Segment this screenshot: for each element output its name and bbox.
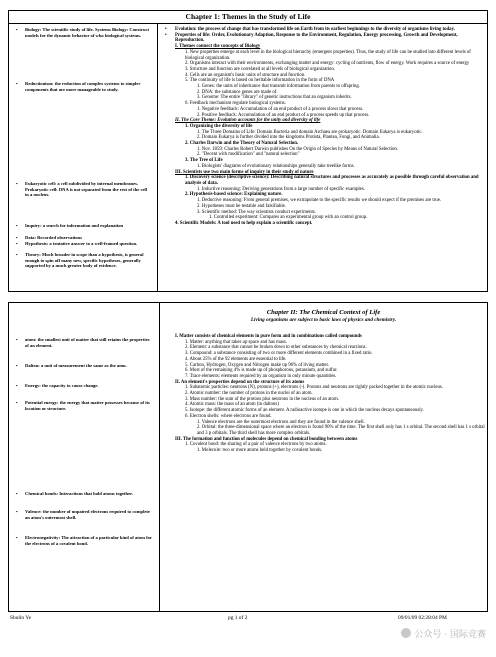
- chapter-1-title: Chapter 1: Themes in the Study of Life: [9, 11, 487, 24]
- footer-date: 09/01/09 02:28:04 PM: [398, 615, 447, 621]
- glossary-item: • Inquiry: a search for information and explanation: [15, 223, 152, 229]
- section-heading: II. An element's properties depend on the structure of its atoms: [175, 379, 305, 385]
- note-line: 1. Subatomic particles: neutrons (N), protons (+), electrons (-). Protons and neutrons are tightly packed together in the atomic nucleus.: [185, 385, 443, 391]
- glossary-item: • Biology: The scientific study of life. Systems Biology: Construct models for the dynamic behavior of who biological systems.: [15, 27, 152, 38]
- note-line: 2. Atomic number: the number of protons in the nuclei of an atom.: [185, 391, 313, 397]
- note-line: 3. The Tree of Life: [185, 158, 223, 164]
- column-divider: [157, 23, 158, 291]
- note-line: 5. Isotope: the different atomic forms of an element. A radioactive isotope is one in which the nucleus decays spontaneously.: [185, 408, 424, 414]
- study-sheet: [8, 10, 488, 612]
- section-heading: III. Scientists use two main forms of inquiry in their study of nature: [175, 169, 314, 175]
- chapter-2-notes: [165, 334, 485, 454]
- note-line: 2. Domain Eukarya is further divided into the kingdoms Protista, Plantea, Fungi, and Animalia.: [197, 135, 380, 141]
- section-heading: II. The Core Theme: Evolution accounts for the unity and diversity of life: [175, 118, 321, 124]
- note-line: 1. Valence electrons are the outermost electrons and they are found in the valence shell.: [197, 419, 365, 425]
- note-line: • Properties of life: Order, Evolutionary Adaption, Response to the Environment, Regulation, Energy processing, Growth and Development, Reproduction.: [165, 32, 458, 44]
- glossary-item: • Data: Recorded observations: [15, 235, 152, 241]
- note-line: 1. Inductive reasoning: Deriving generations from a large number of specific examples.: [197, 186, 365, 192]
- note-line: 1. Controlled experiment: Compares an experimental group with an control group.: [209, 215, 368, 221]
- section-heading: I. Matter consists of chemical elements in pure form and in combinations called compounds: [175, 334, 362, 339]
- chapter-2-box: [8, 302, 488, 612]
- note-line: 2. "Decent with modification" and "natural selection": [197, 152, 300, 158]
- glossary-item: • atom: the smallest unit of matter that still retains the properties of an element.: [15, 337, 152, 348]
- note-line: 1. Negative feedback: Accumulation of an end product of a process slows that process.: [197, 106, 364, 112]
- note-line: • Evolution: the process of change that has transformed life on Earth from its earliest beginnings to the diversity of organisms living today.: [165, 27, 455, 32]
- glossary-item: • Dalton: a unit of measurement the same as the amu.: [15, 363, 152, 369]
- glossary-item: • Energy: the capacity to cause change.: [15, 383, 152, 389]
- glossary-item: • Valence: the number of unpaired electrons required to complete an atom's outermost shell.: [15, 509, 152, 520]
- glossary-item: • Hypothesis: a tentative answer to a well-framed question.: [15, 241, 152, 247]
- note-line: 4. About 25% of the 92 elements are essential to life.: [185, 356, 287, 362]
- note-line: 2. Charles Darwin and the Theory of Natural Selection.: [185, 141, 299, 147]
- note-line: 3. Compound: a substance consisting of two or more different elements combined in a fixed ratio.: [185, 351, 373, 357]
- note-line: 1. Covalent bond: the sharing of a pair of valence electrons by two atoms.: [185, 442, 327, 448]
- glossary-item: • Electronegativity: The attraction of a particular kind of atom for the electrons of a covalent bond.: [15, 535, 152, 546]
- note-line: 2. Hypotheses must be testable and falsifiable.: [197, 203, 286, 209]
- note-line: 3. Structure and function are correlated at all levels of biological organization.: [185, 66, 336, 72]
- glossary-item: • Eukaryotic cell: a cell subdivided by internal membranes. Prokaryotic cell: DNA is not separated from the rest of the cell in a nucleus.: [15, 181, 152, 198]
- note-line: 2. Orbital: the three-dimensional space where an electron is found 90% of the time. The first shell only has 1 s orbital. The second shell has 1 s orbital and 3 p orbitals. The third shell has more complex orbitals.: [197, 425, 485, 436]
- note-line: 2. DNA: the substance genes are made of.: [197, 89, 278, 95]
- glossary-item: • Potential energy: the energy that matter possesses because of its location or structure.: [15, 400, 152, 411]
- note-line: 5. Carbon, Hydrogen, Oxygen and Nitrogen make up 96% of living matter.: [185, 362, 330, 368]
- glossary-item: • Chemical bonds: Interactions that hold atoms together.: [15, 491, 152, 497]
- note-line: 4. Scientific Models: A tool used to help explain a scientific concept.: [175, 220, 313, 226]
- note-line: 1. Nov. 1859: Charles Robert Darwin publishes On the Origin of Species by Means of Natural Selection.: [197, 146, 398, 152]
- note-line: 3. Genome: The entire "library" of genetic instructions that an organism inherits.: [197, 95, 352, 101]
- note-line: 1. Molecule: two or more atoms held together by covalent bonds.: [197, 448, 323, 454]
- section-heading: III. The formation and function of molecules depend on chemical bonding between atoms: [175, 436, 358, 442]
- note-line: 1. Matter: anything that takes up space and has mass.: [185, 339, 287, 345]
- note-line: 3. Mass number: the sum of the protons plus neutrons in the nucleus of an atom.: [185, 396, 339, 402]
- wechat-icon: [401, 628, 411, 638]
- glossary-item: • Theory: Much broader in scope than a hypothesis, is general enough to spin off many new, specific hypotheses, generally supported by a much greater body of evidence.: [15, 252, 152, 269]
- note-line: 2. Element: a substance that cannot be broken down to other substances by chemical reactions.: [185, 345, 367, 351]
- note-line: 1. The Three Domains of Life: Domain Bacteria and domain Archaea are prokaryotic. Domain Eukarya is eukaryotic.: [197, 129, 423, 135]
- section-heading: I. Themes connect the concepts of Biology: [175, 44, 261, 50]
- note-line: 1. Discovery science (descriptive science): Describing natural structures and processes as accurately as possible through careful observation and analysis of data.: [185, 175, 479, 186]
- note-line: 1. Genes: the units of inheritance that transmit information from parents to offspring.: [197, 84, 360, 90]
- note-line: 5. The continuity of life is based on heritable information in the form of DNA: [185, 78, 335, 84]
- note-line: 2. Hypothesis-based science: Explaining nature.: [185, 192, 283, 198]
- footer-author: Shulin Ye: [10, 615, 31, 621]
- column-divider: [159, 303, 160, 611]
- note-line: 6. Feedback mechanism regulate biological systems.: [185, 101, 286, 107]
- chapter-2-title: Chapter II: The Chemical Context of Life: [266, 309, 381, 316]
- note-line: 3. Scientific method: The way scientists conduct experiments.: [197, 209, 316, 215]
- chapter-1-notes: [165, 27, 485, 227]
- note-line: 7. Trace elements: elements required by an organism in only minute quantities.: [185, 373, 337, 379]
- chapter-2-subtitle: Living organisms are subject to basic laws of physics and chemistry.: [250, 317, 397, 323]
- note-line: 6. Most of the remaining 4% is made up of phosphorous, potassium, and sulfur.: [185, 368, 338, 374]
- note-line: 4. Atomic mass: the mass of an atom (in daltons): [185, 402, 279, 408]
- note-line: 1. Deductive reasoning: From general premises, we extrapolate to the specific results we should expect if the premises are true.: [197, 198, 442, 204]
- note-line: 1. Biologists' diagrams of evolutionary relationships generally take treelike forms.: [197, 163, 355, 169]
- note-line: 4. Cells are an organism's basic units of structure and function.: [185, 72, 306, 78]
- note-line: 6. Electron shells: where electrons are found.: [185, 413, 272, 419]
- note-line: 2. Positive feedback: Accumulation of an end product of a process speeds up that process.: [197, 112, 370, 118]
- note-line: 1. New properties emerge at each level in the biological hierarchy (emergent properties). Thus, the study of life can be studied into different levels of biological organization.: [185, 49, 471, 61]
- footer-page-number: pg 1 of 2: [228, 615, 248, 621]
- chapter-1-box: [8, 10, 488, 292]
- glossary-item: • Reductionism: the reduction of complex systems to simpler components that are more manageable to study.: [15, 81, 152, 92]
- note-line: 2. Organisms interact with their environments, exchanging matter and energy: cycling of nutrients, flow of energy. Work requires a source of energy: [185, 61, 470, 67]
- watermark: 公众号 · 国际竞赛: [401, 627, 486, 640]
- note-line: 1. Organizing the diversity of life: [185, 123, 253, 129]
